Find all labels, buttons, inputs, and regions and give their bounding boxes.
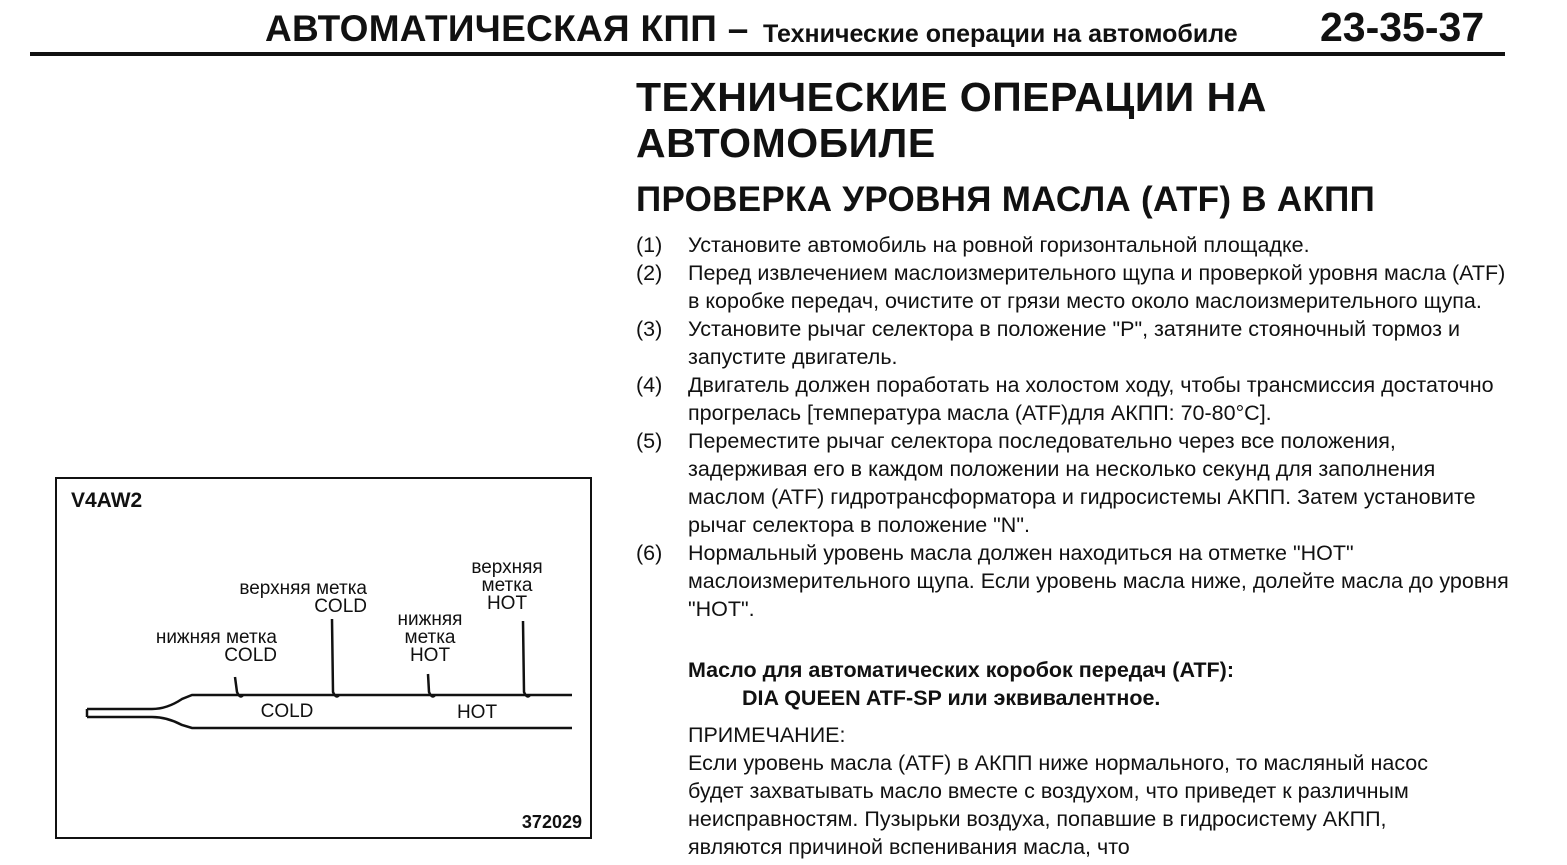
- label-upper-hot: [457, 559, 557, 613]
- step-number: (4): [636, 373, 663, 397]
- label-upper-hot-text: верхняя метка HOT: [471, 557, 543, 614]
- figure-id: V4AW2: [71, 489, 143, 512]
- note-heading: ПРИМЕЧАНИЕ:: [688, 723, 846, 747]
- step-number: (6): [636, 541, 663, 565]
- step-text: Нормальный уровень масла должен находиться на отметке "HOT" маслоизмерительного щупа. Если уровень масла ниже, долейте масла до уровня "HOT".: [688, 541, 1509, 621]
- step-text: Установите автомобиль на ровной горизонтальной площадке.: [688, 233, 1310, 257]
- step-number: (1): [636, 233, 663, 257]
- mark-upper-hot: [523, 621, 530, 696]
- label-lower-hot: [375, 611, 485, 665]
- label-upper-cold: [207, 580, 367, 616]
- step-item: [636, 371, 1516, 427]
- step-item: [636, 231, 1516, 259]
- header-rule: [30, 52, 1505, 56]
- step-item: [636, 539, 1516, 623]
- label-upper-cold-text: верхняя метка COLD: [239, 578, 367, 617]
- mark-lower-cold: [235, 677, 243, 696]
- page-number: 23-35-37: [1320, 4, 1485, 50]
- step-text: Двигатель должен поработать на холостом ходу, чтобы трансмиссия достаточно прогрелась [температура масла (ATF)для АКПП: 70-80°C].: [688, 373, 1494, 425]
- step-number: (2): [636, 261, 663, 285]
- dipstick-figure: [55, 477, 592, 839]
- band-hot-label: HOT: [456, 702, 498, 723]
- mark-lower-hot: [428, 674, 435, 696]
- band-cold-label: COLD: [260, 701, 314, 722]
- atf-spec-value: DIA QUEEN ATF-SP или эквивалентное.: [742, 686, 1161, 710]
- note-text: Если уровень масла (ATF) в АКПП ниже нормального, то масляный насос будет захватывать масло вместе с воздухом, что приведет к различным неисправностям. Пузырьки воздуха, попавшие в гидросистему АКПП, являются причиной вспенивания масла, что: [688, 751, 1429, 859]
- step-number: (3): [636, 317, 663, 341]
- header-subsection: Технические операции на автомобиле: [763, 20, 1238, 48]
- page-subtitle: ПРОВЕРКА УРОВНЯ МАСЛА (ATF) В АКПП: [636, 180, 1376, 219]
- figure-number: 372029: [521, 812, 582, 832]
- step-text: Установите рычаг селектора в положение "P", затяните стояночный тормоз и запустите двигатель.: [688, 317, 1460, 369]
- header-section: АВТОМАТИЧЕСКАЯ КПП –: [265, 8, 749, 49]
- atf-spec: [688, 656, 1234, 712]
- label-lower-hot-text: нижняя метка HOT: [397, 609, 463, 666]
- atf-spec-title: Масло для автоматических коробок передач (ATF):: [688, 658, 1234, 682]
- label-lower-cold-text: нижняя метка COLD: [155, 627, 277, 666]
- step-text: Перед извлечением маслоизмерительного щупа и проверкой уровня масла (ATF) в коробке передач, очистите от грязи место около маслоизмерительного щупа.: [688, 261, 1506, 313]
- step-number: (5): [636, 429, 663, 453]
- mark-upper-cold: [332, 619, 339, 696]
- step-item: [636, 427, 1516, 539]
- steps-list: [636, 231, 1516, 623]
- step-item: [636, 259, 1516, 315]
- step-item: [636, 315, 1516, 371]
- label-lower-cold: [137, 629, 277, 665]
- page-title: ТЕХНИЧЕСКИЕ ОПЕРАЦИИ НА АВТОМОБИЛЕ: [636, 74, 1267, 166]
- step-text: Переместите рычаг селектора последовательно через все положения, задерживая его в каждом положении на несколько секунд для заполнения маслом (ATF) гидротрансформатора и гидросистемы АКПП. Затем установите рычаг селектора в положение "N".: [688, 429, 1476, 537]
